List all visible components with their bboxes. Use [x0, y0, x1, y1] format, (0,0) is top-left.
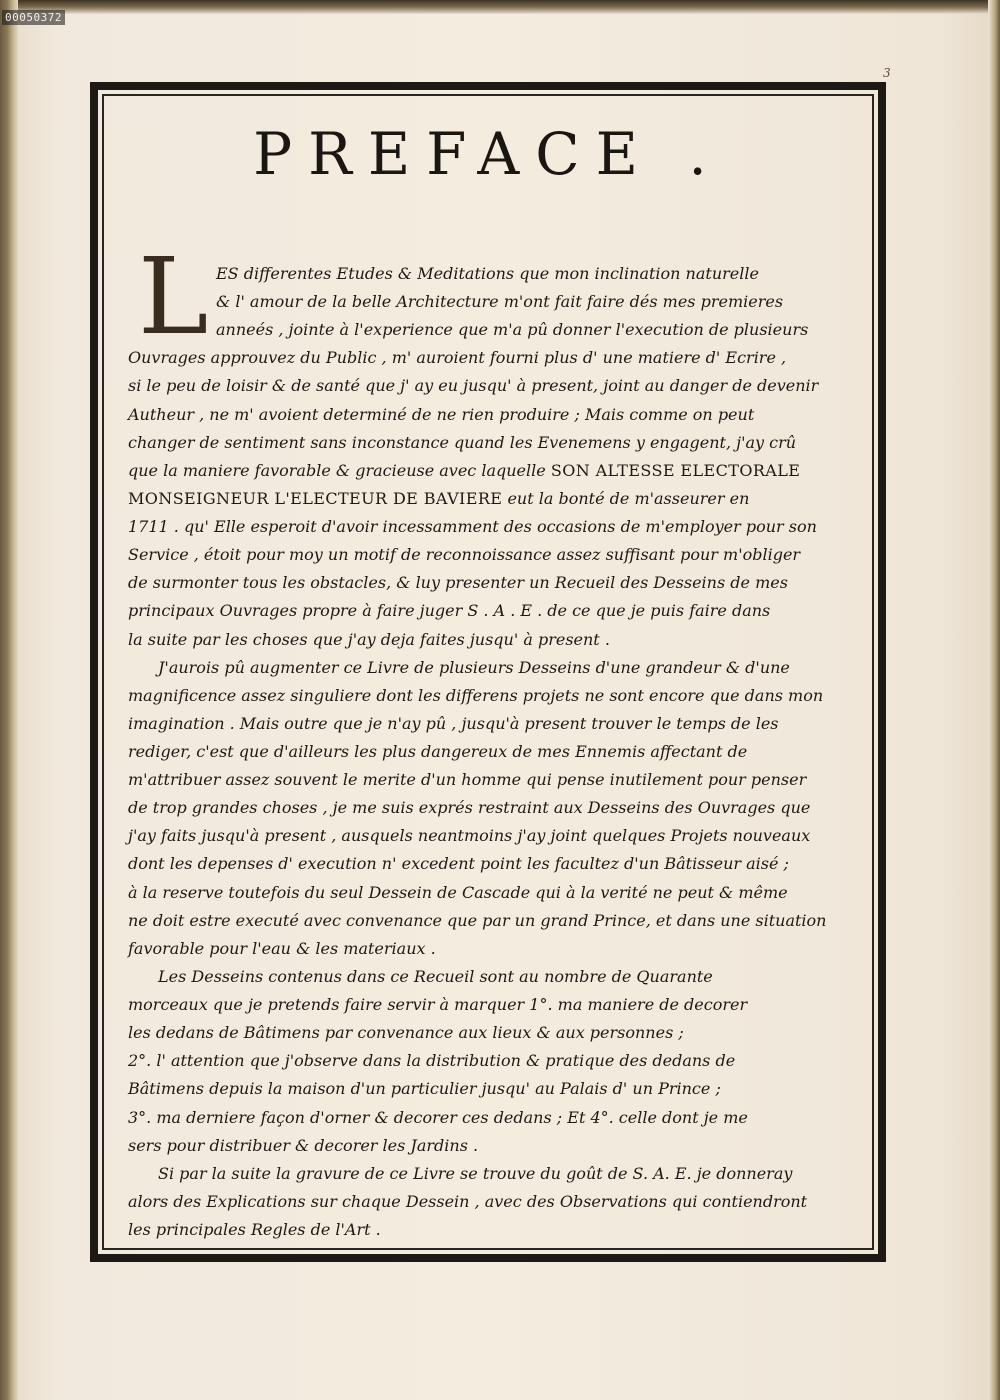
text-line: magnificence assez singuliere dont les differens projets ne sont encore que dans mon	[128, 686, 824, 705]
text-line	[128, 491, 749, 507]
text-line: de trop grandes choses , je me suis exprés restraint aux Desseins des Ouvrages que	[128, 798, 811, 817]
text-line: & l' amour de la belle Architecture m'ont fait faire dés mes premieres	[216, 292, 784, 311]
text-line: anneés , jointe à l'experience que m'a pû donner l'execution de plusieurs	[216, 320, 809, 339]
text-line: m'attribuer assez souvent le merite d'un homme qui pense inutilement pour penser	[128, 770, 807, 789]
text-fragment: que la maniere favorable & gracieuse avec laquelle	[128, 461, 546, 480]
text-line: de surmonter tous les obstacles, & luy presenter un Recueil des Desseins de mes	[128, 573, 788, 592]
text-line: à la reserve toutefois du seul Dessein de Cascade qui à la verité ne peut & même	[128, 883, 788, 902]
shelfmark-label: 00050372	[2, 10, 65, 25]
text-line: J'aurois pû augmenter ce Livre de plusieurs Desseins d'une grandeur & d'une	[158, 658, 790, 677]
text-line: favorable pour l'eau & les materiaux .	[128, 939, 436, 958]
drop-cap: L	[138, 235, 209, 358]
text-line: Ouvrages approuvez du Public , m' auroient fourni plus d' une matiere d' Ecrire ,	[128, 348, 787, 367]
text-line: j'ay faits jusqu'à present , ausquels neantmoins j'ay joint quelques Projets nouveaux	[128, 826, 811, 845]
text-line	[128, 463, 800, 479]
text-line: la suite par les choses que j'ay deja faites jusqu' à present .	[128, 630, 610, 649]
text-line: imagination . Mais outre que je n'ay pû , jusqu'à present trouver le temps de les	[128, 714, 779, 733]
page-right-edge	[988, 0, 1000, 1400]
text-line: Service , étoit pour moy un motif de reconnoissance assez suffisant pour m'obliger	[128, 545, 801, 564]
page-title: PREFACE .	[253, 120, 723, 188]
text-line: 2°. l' attention que j'observe dans la distribution & pratique des dedans de	[128, 1051, 736, 1070]
text-fragment: eut la bonté de m'asseurer en	[507, 489, 750, 508]
text-line: ne doit estre executé avec convenance que par un grand Prince, et dans une situation	[128, 911, 827, 930]
text-line: 1711 . qu' Elle esperoit d'avoir incessamment des occasions de m'employer pour son	[128, 517, 817, 536]
book-spine-edge	[0, 0, 18, 1400]
text-line: sers pour distribuer & decorer les Jardins .	[128, 1136, 479, 1155]
text-line: 3°. ma derniere façon d'orner & decorer ces dedans ; Et 4°. celle dont je me	[128, 1108, 748, 1127]
text-line: changer de sentiment sans inconstance quand les Evenemens y engagent, j'ay crû	[128, 433, 797, 452]
text-line: Les Desseins contenus dans ce Recueil sont au nombre de Quarante	[158, 967, 713, 986]
title-caps: MONSEIGNEUR L'ELECTEUR DE BAVIERE	[128, 489, 503, 508]
text-line: alors des Explications sur chaque Dessein , avec des Observations qui contiendront	[128, 1192, 808, 1211]
folio-number: 3	[883, 66, 891, 80]
text-line: si le peu de loisir & de santé que j' ay eu jusqu' à present, joint au danger de devenir	[128, 376, 819, 395]
title-caps: SON ALTESSE ELECTORALE	[550, 461, 801, 480]
text-line: les principales Regles de l'Art .	[128, 1220, 381, 1239]
text-line: Si par la suite la gravure de ce Livre se trouve du goût de S. A. E. je donneray	[158, 1164, 793, 1183]
text-line: Bâtimens depuis la maison d'un particulier jusqu' au Palais d' un Prince ;	[128, 1079, 721, 1098]
text-line: Autheur , ne m' avoient determiné de ne rien produire ; Mais comme on peut	[128, 405, 755, 424]
text-line: ES differentes Etudes & Meditations que mon inclination naturelle	[216, 264, 759, 283]
text-line: les dedans de Bâtimens par convenance aux lieux & aux personnes ;	[128, 1023, 684, 1042]
text-line: dont les depenses d' execution n' excedent point les facultez d'un Bâtisseur aisé ;	[128, 854, 789, 873]
text-line: rediger, c'est que d'ailleurs les plus dangereux de mes Ennemis affectant de	[128, 742, 748, 761]
text-line: principaux Ouvrages propre à faire juger S . A . E . de ce que je puis faire dans	[128, 601, 771, 620]
book-top-edge	[0, 0, 1000, 14]
text-line: morceaux que je pretends faire servir à marquer 1°. ma maniere de decorer	[128, 995, 748, 1014]
